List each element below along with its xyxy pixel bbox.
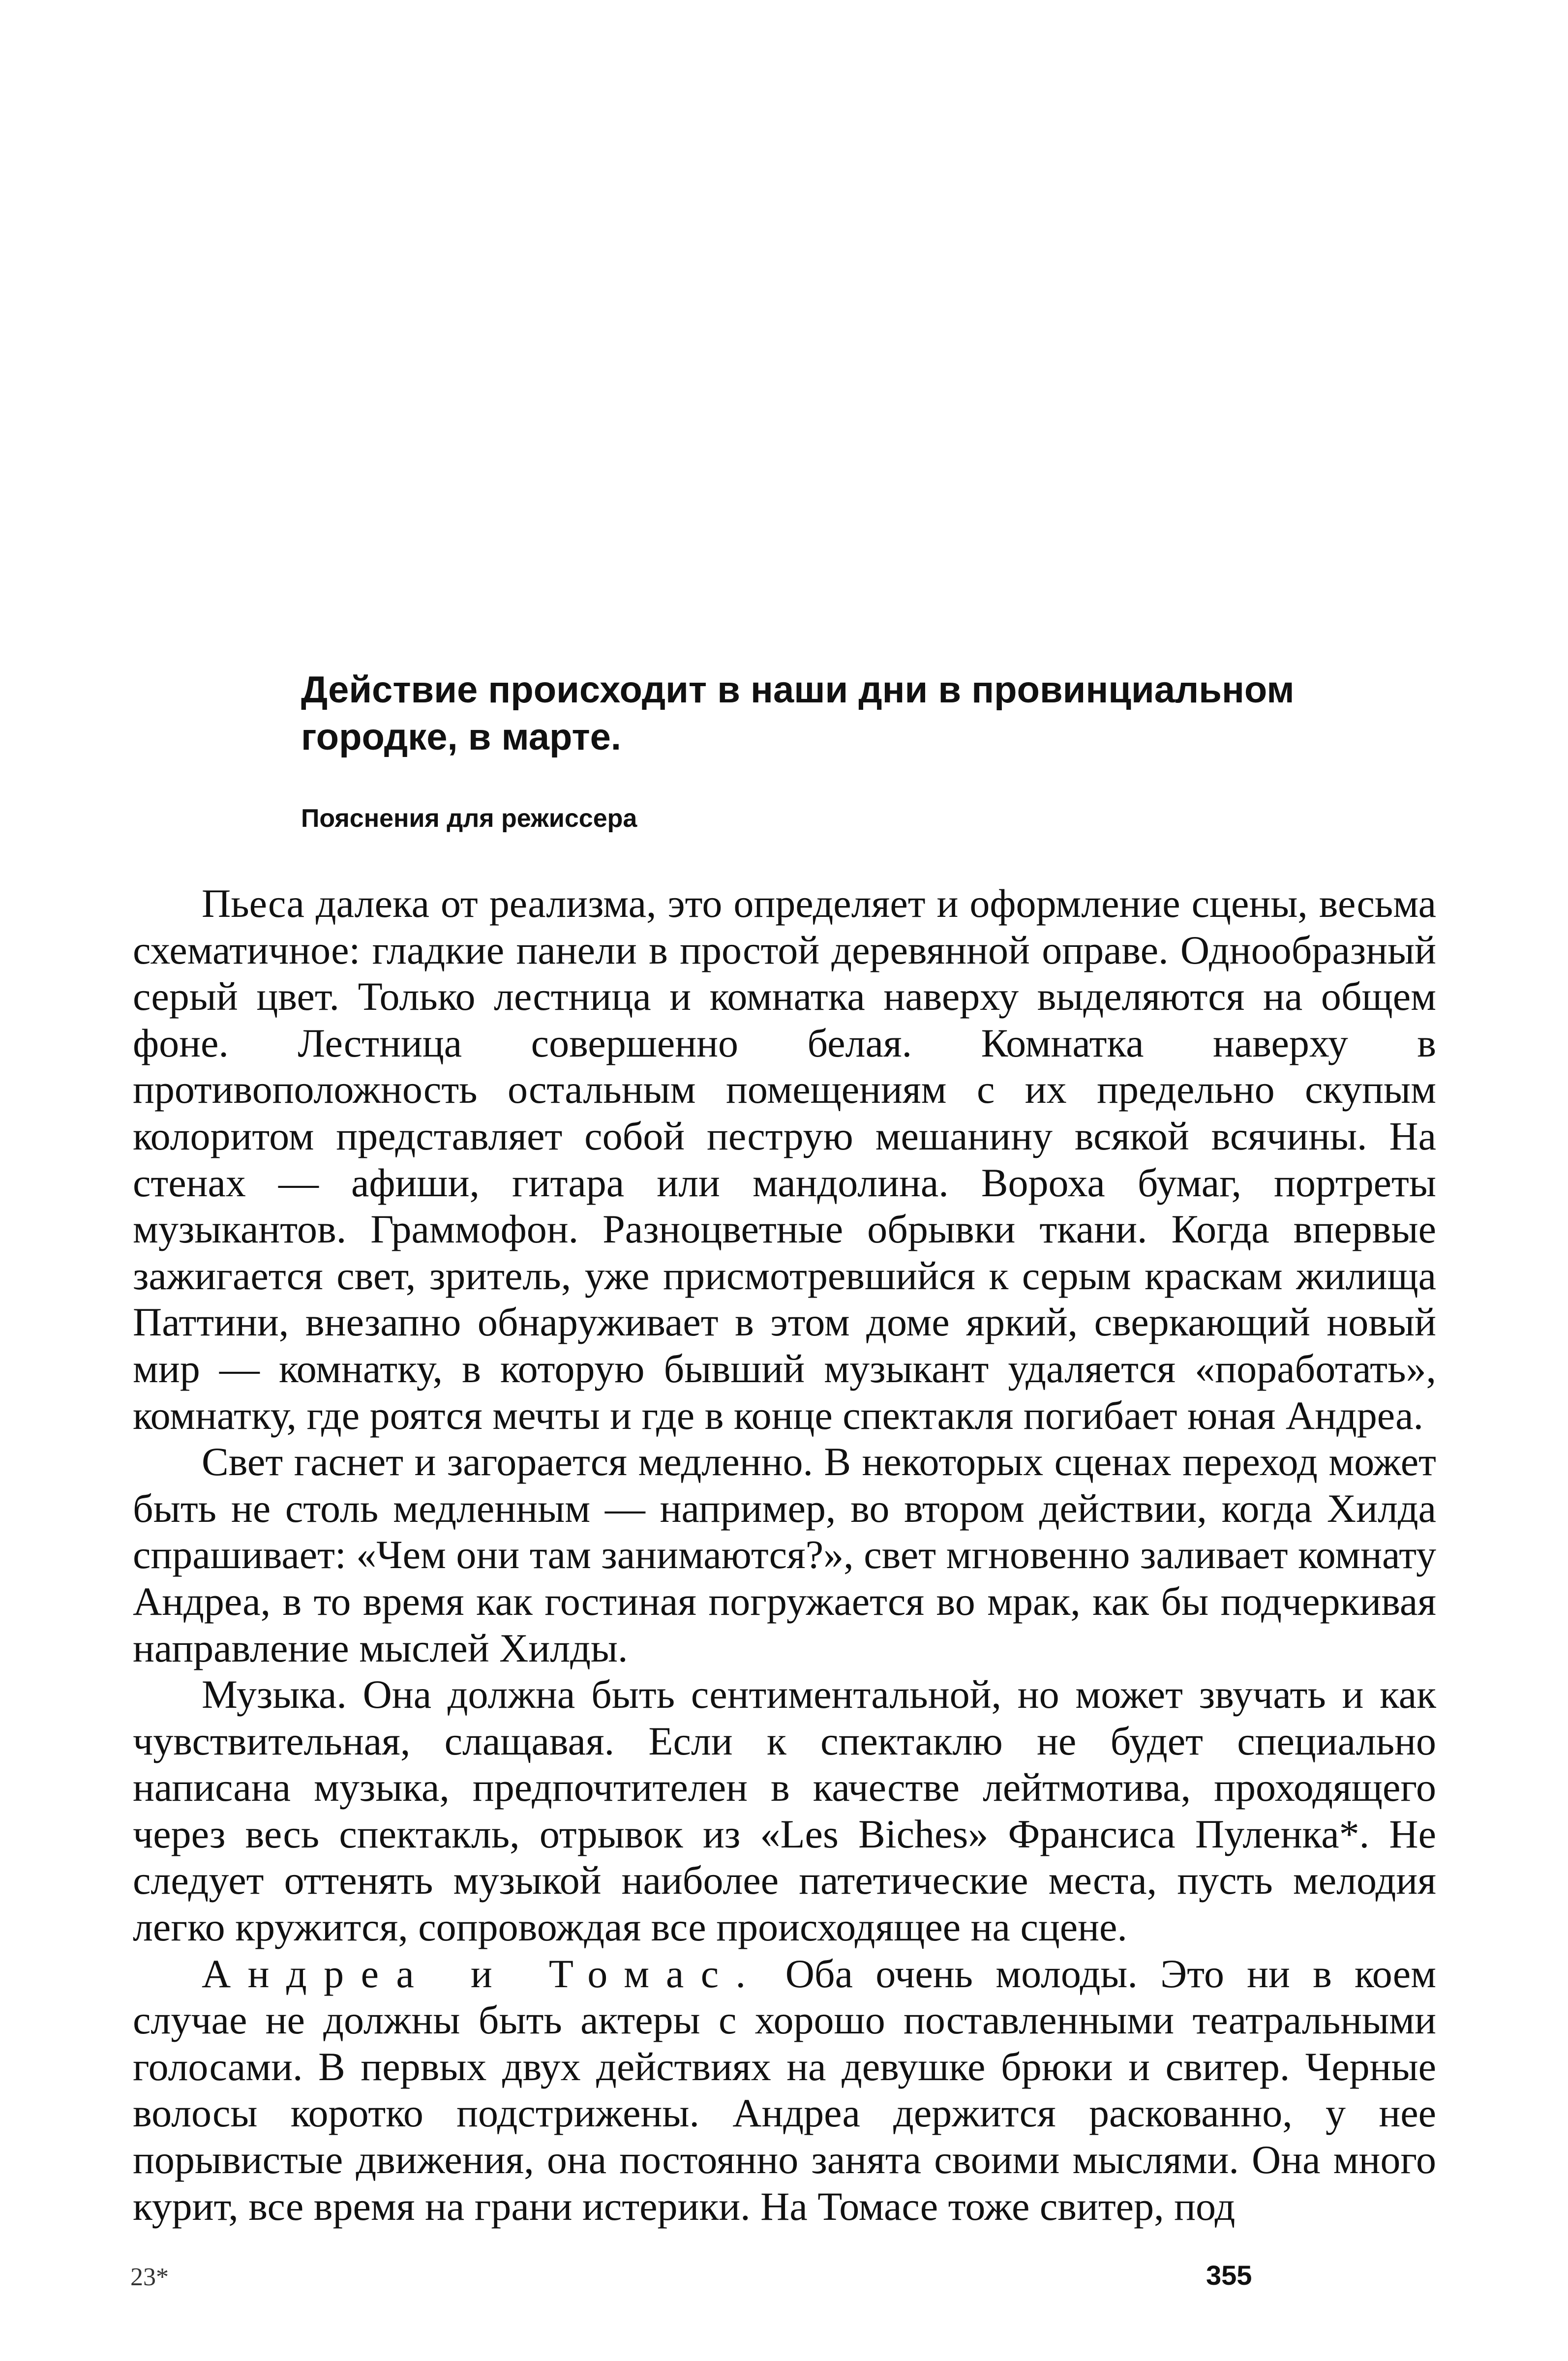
paragraph-music: Музыка. Она должна быть сентиментальной, но может звучать и как чувствительная, слащавая. Если к спектаклю не будет специально написана музыка, предпочтителен в качестве лейтмотива, проходящего через весь спектакль, отрывок из «Les Biches» Франсиса Пуленка*. Не следует оттенять музыкой наиболее патетические места, пусть мелодия легко кружится, сопровождая все происходящее на сцене. <box>133 1672 1436 1950</box>
setting-heading: Действие происходит в наши дни в провинциальном городке, в марте. <box>301 669 1295 758</box>
paragraph-characters <box>133 1951 1436 2230</box>
paragraph-scenery: Пьеса далека от реализма, это определяет и оформление сцены, весьма схематичное: гладкие панели в простой деревянной оправе. Однообразный серый цвет. Только лестница и комнатка наверху выделяются на общем фоне. Лестница совершенно белая. Комнатка наверху в противоположность остальным помещениям с их предельно скупым колоритом представляет собой пеструю мешанину всякой всячины. На стенах — афиши, гитара или мандолина. Вороха бумаг, портреты музыкантов. Граммофон. Разноцветные обрывки ткани. Когда впервые зажигается свет, зритель, уже присмотревшийся к серым краскам жилища Паттини, внезапно обнаруживает в этом доме яркий, сверкающий новый мир — комнатку, в которую бывший музыкант удаляется «поработать», комнатку, где роятся мечты и где в конце спектакля погибает юная Андреа. <box>133 881 1436 1438</box>
page-number: 355 <box>1206 2260 1252 2291</box>
signature-mark: 23* <box>130 2263 169 2291</box>
paragraph-characters-text: Оба очень молоды. Это ни в коем случае не должны быть актеры с хорошо поставленными театральными голосами. В первых двух действиях на девушке брюки и свитер. Черные волосы коротко подстрижены. Андреа держится раскованно, у нее порывистые движения, она постоянно занята своими мыслями. Она много курит, все время на грани истерики. На Томасе тоже свитер, под <box>133 1951 1437 2229</box>
director-notes-heading: Пояснения для режиссера <box>301 804 637 833</box>
character-names: Андреа и Томас. <box>202 1951 763 1996</box>
paragraph-lighting: Свет гаснет и загорается медленно. В некоторых сценах переход может быть не столь медленным — например, во втором действии, когда Хилда спрашивает: «Чем они там занимаются?», свет мгновенно заливает комнату Андреа, в то время как гостиная погружается во мрак, как бы подчеркивая направление мыслей Хилды. <box>133 1439 1436 1670</box>
body-text <box>133 880 1436 2230</box>
